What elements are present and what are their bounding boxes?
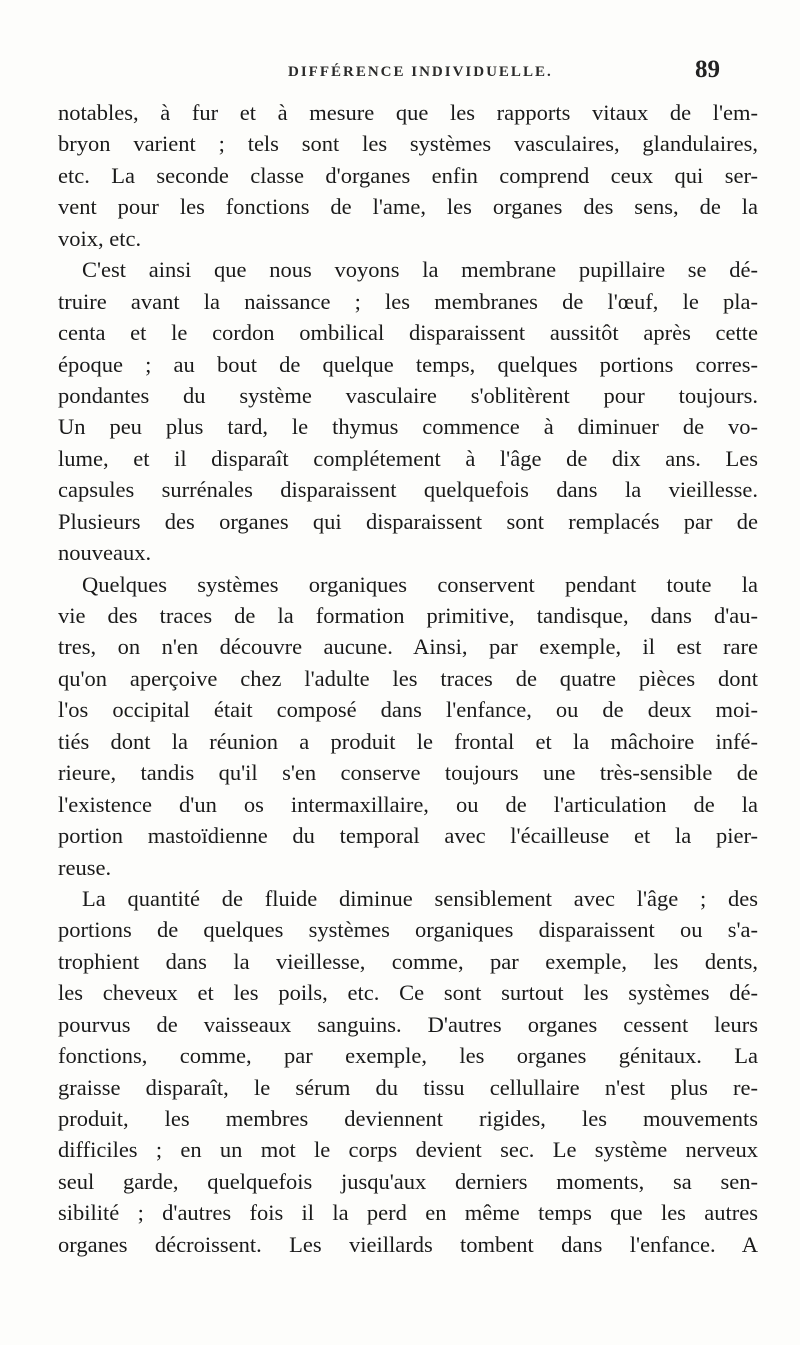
text-line: organes décroissent. Les vieillards tombent dans l'enfance. A xyxy=(58,1231,758,1257)
text-line: C'est ainsi que nous voyons la membrane pupillaire se dé- xyxy=(82,257,758,283)
text-line: l'os occipital était composé dans l'enfance, ou de deux moi- xyxy=(58,697,758,723)
text-line: sibilité ; d'autres fois il la perd en même temps que les autres xyxy=(58,1200,758,1226)
text-line: seul garde, quelquefois jusqu'aux derniers moments, sa sen- xyxy=(58,1168,758,1194)
text-line: bryon varient ; tels sont les systèmes vasculaires, glandulaires, xyxy=(58,131,758,157)
text-line: portion mastoïdienne du temporal avec l'écailleuse et la pier- xyxy=(58,823,758,849)
text-line: graisse disparaît, le sérum du tissu cellullaire n'est plus re- xyxy=(58,1074,758,1100)
text-line: tres, on n'en découvre aucune. Ainsi, par exemple, il est rare xyxy=(58,634,758,660)
body-text xyxy=(58,97,758,1260)
text-line: produit, les membres deviennent rigides, les mouvements xyxy=(58,1106,758,1131)
text-line: difficiles ; en un mot le corps devient sec. Le système nerveux xyxy=(58,1137,758,1163)
text-line: vent pour les fonctions de l'ame, les organes des sens, de la xyxy=(58,194,758,220)
text-line: lume, et il disparaît complétement à l'âge de dix ans. Les xyxy=(58,445,758,471)
text-line: tiés dont la réunion a produit le frontal et la mâchoire infé- xyxy=(58,728,758,754)
page-number: 89 xyxy=(695,56,720,83)
text-line: truire avant la naissance ; les membranes de l'œuf, le pla- xyxy=(58,288,758,314)
text-line: époque ; au bout de quelque temps, quelques portions corres- xyxy=(58,351,758,377)
text-line: centa et le cordon ombilical disparaissent aussitôt après cette xyxy=(58,320,758,346)
text-line: capsules surrénales disparaissent quelquefois dans la vieillesse. xyxy=(58,477,758,503)
text-line: nouveaux. xyxy=(58,540,152,566)
text-line: pondantes du système vasculaire s'oblitèrent pour toujours. xyxy=(58,382,758,408)
running-head xyxy=(0,56,800,86)
text-line: Quelques systèmes organiques conservent pendant toute la xyxy=(82,571,758,597)
text-line: La quantité de fluide diminue sensiblement avec l'âge ; des xyxy=(82,885,758,911)
text-line: portions de quelques systèmes organiques disparaissent ou s'a- xyxy=(58,917,758,943)
text-line: voix, etc. xyxy=(58,225,142,251)
text-line: Un peu plus tard, le thymus commence à diminuer de vo- xyxy=(58,414,758,440)
text-line: trophient dans la vieillesse, comme, par exemple, les dents, xyxy=(58,948,758,974)
text-line: rieure, tandis qu'il s'en conserve toujours une très-sensible de xyxy=(58,760,758,786)
text-line: fonctions, comme, par exemple, les organes génitaux. La xyxy=(58,1043,758,1069)
text-line: Plusieurs des organes qui disparaissent sont remplacés par de xyxy=(58,508,758,534)
text-line: notables, à fur et à mesure que les rapports vitaux de l'em- xyxy=(58,100,758,125)
text-line: vie des traces de la formation primitive, tandisque, dans d'au- xyxy=(58,603,758,628)
text-line: etc. La seconde classe d'organes enfin comprend ceux qui ser- xyxy=(58,162,758,188)
running-title: DIFFÉRENCE INDIVIDUELLE. xyxy=(288,64,553,80)
text-line: reuse. xyxy=(58,854,112,880)
text-line: pourvus de vaisseaux sanguins. D'autres organes cessent leurs xyxy=(58,1011,758,1037)
text-line: qu'on aperçoive chez l'adulte les traces de quatre pièces dont xyxy=(58,665,758,691)
text-line: les cheveux et les poils, etc. Ce sont surtout les systèmes dé- xyxy=(58,980,758,1006)
text-line: l'existence d'un os intermaxillaire, ou de l'articulation de la xyxy=(58,791,758,817)
